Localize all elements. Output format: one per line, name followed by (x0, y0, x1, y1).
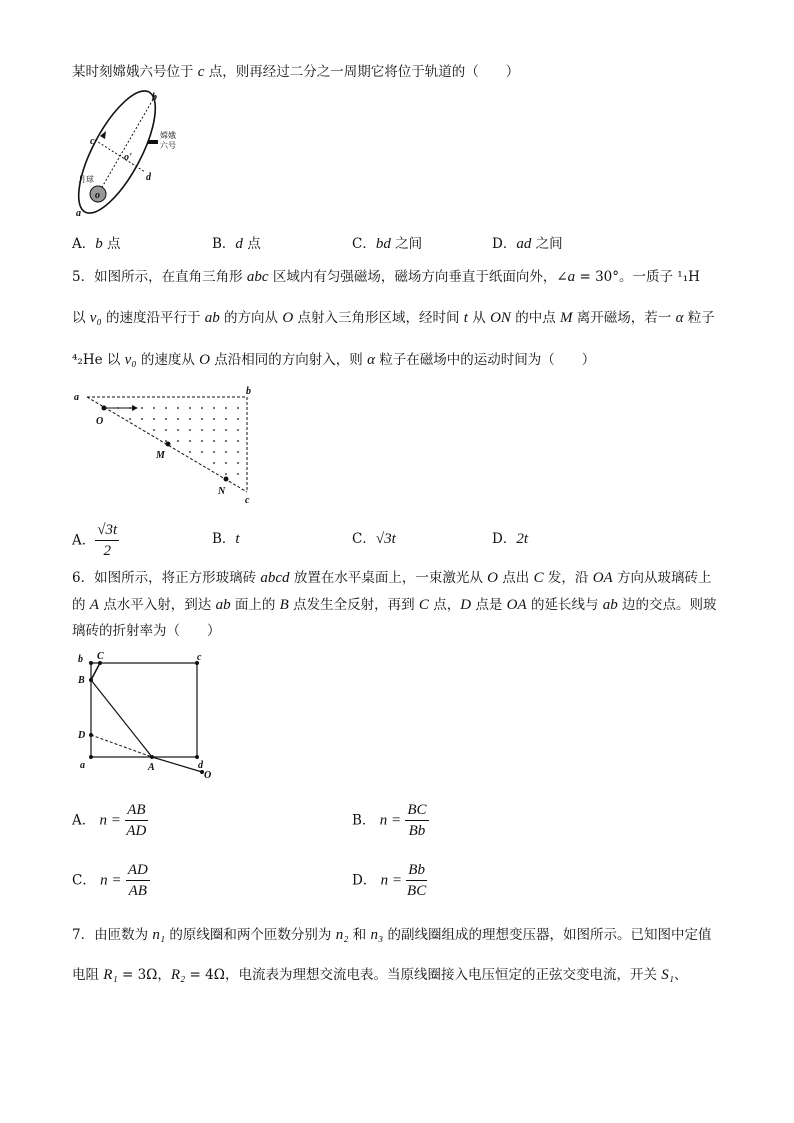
q6-glass-brick-figure (70, 650, 220, 780)
math-text: O (487, 570, 498, 586)
math-text: d (235, 236, 243, 252)
label-o: o (95, 190, 100, 201)
math-text: v₀ (89, 310, 102, 326)
math-text: n₃ (370, 927, 384, 943)
field-dot (225, 473, 227, 475)
field-dot (237, 473, 239, 475)
q4-option-a: A．b 点 (72, 236, 121, 252)
math-text: α (367, 352, 375, 368)
text-segment: 6．如图所示，将正方形玻璃砖 (72, 570, 261, 586)
text-segment: 的方向从 (219, 310, 283, 326)
math-text: ab (215, 597, 231, 613)
text-segment: 放置在水平桌面上，一束激光从 (289, 570, 488, 586)
field-dot (237, 429, 239, 431)
text-segment: 的速度沿平行于 (101, 310, 205, 326)
text-segment: 某时刻嫦娥六号位于 (72, 64, 198, 80)
field-dot (177, 418, 179, 420)
text-segment: 点发生全反射，再到 (288, 597, 419, 613)
text-segment: 边的交点。则玻 (617, 597, 717, 613)
point-N (224, 477, 229, 482)
magnetic-field-dots (117, 407, 239, 475)
text-segment: 方向从玻璃砖上 (612, 570, 712, 586)
label-d: d (146, 172, 151, 183)
text-segment: 7．由匝数为 (72, 927, 153, 943)
q7-line-2 (72, 966, 687, 984)
q6-line-3 (72, 622, 221, 640)
text-segment: 的副线圈组成的理想变压器，如图所示。已知图中定值 (383, 927, 712, 943)
q4-stem (72, 63, 519, 81)
label-O: O (96, 416, 104, 427)
math-text: B (279, 597, 289, 613)
q6-option-b: B． n = $\frac{BC}{Bb}$ (352, 802, 427, 839)
math-text: ab (204, 310, 220, 326)
text-segment: 面上的 (230, 597, 280, 613)
text-segment: 粒子在磁场中的运动时间为（ ） (374, 352, 596, 368)
text-segment: 点， (428, 597, 461, 613)
text-segment: 之间 (390, 236, 423, 252)
field-dot (213, 407, 215, 409)
label-O: O (204, 770, 212, 781)
text-segment: 之间 (531, 236, 563, 252)
q5-option-a: A． $\frac{√3t}{2}$ (72, 522, 118, 559)
text-segment: 从 (467, 310, 491, 326)
field-dot (189, 451, 191, 453)
q5-line-3 (72, 351, 595, 369)
field-dot (165, 407, 167, 409)
text-segment: 点沿相同的方向射入，则 (209, 352, 368, 368)
arrow-head-icon (132, 405, 138, 411)
q6-line-1 (72, 569, 712, 587)
field-dot (153, 429, 155, 431)
field-dot (225, 462, 227, 464)
text-segment: 和 (348, 927, 371, 943)
math-text: ab (602, 597, 618, 613)
field-dot (189, 429, 191, 431)
math-text: D (460, 597, 472, 613)
field-dot (165, 418, 167, 420)
field-dot (189, 407, 191, 409)
field-dot (213, 451, 215, 453)
field-dot (225, 418, 227, 420)
text-segment: 粒子 (683, 310, 715, 326)
label-b: b (246, 386, 251, 397)
label-a: a (74, 392, 79, 403)
field-dot (225, 429, 227, 431)
math-text: abcd (260, 570, 290, 586)
q5-option-d: D．2t (492, 531, 528, 547)
label-c: c (197, 652, 202, 663)
q5-option-c: C．√3t (352, 531, 396, 547)
math-text: ON (490, 310, 511, 326)
field-dot (141, 407, 143, 409)
field-dot (225, 451, 227, 453)
math-text: b (95, 236, 103, 252)
field-dot (153, 407, 155, 409)
label-B: B (78, 675, 85, 686)
label-probe: 嫦娥 (160, 131, 176, 140)
field-dot (237, 418, 239, 420)
label-b: b (152, 92, 157, 103)
field-dot (153, 418, 155, 420)
field-dot (141, 418, 143, 420)
field-dot (237, 407, 239, 409)
label-b: b (78, 654, 83, 665)
text-segment: 璃砖的折射率为（ ） (72, 623, 221, 639)
field-dot (189, 440, 191, 442)
text-segment: 点射入三角形区域，经时间 (293, 310, 464, 326)
math-text: A (89, 597, 99, 613)
math-text: c (197, 64, 205, 80)
text-segment: 点出 (498, 570, 534, 586)
text-segment: = 3Ω， (117, 967, 171, 983)
text-segment: 的中点 (510, 310, 560, 326)
text-segment: 电阻 (72, 967, 104, 983)
field-dot (225, 407, 227, 409)
text-segment: 点 (242, 236, 261, 252)
label-moon: 月球 (78, 175, 94, 184)
text-segment: 离开磁场，若一 (572, 310, 676, 326)
field-dot (189, 418, 191, 420)
text-segment: 的延长线与 (526, 597, 603, 613)
label-C: C (97, 651, 104, 662)
point-M (166, 442, 171, 447)
q6-option-c: C． n = $\frac{AD}{AB}$ (72, 862, 148, 899)
q4-orbit-figure (70, 86, 176, 221)
text-segment: 点，则再经过二分之一周期它将位于轨道的（ ） (204, 64, 520, 80)
field-dot (225, 440, 227, 442)
text-segment: = 30°。一质子 (575, 269, 678, 285)
field-dot (213, 462, 215, 464)
math-text: M (560, 310, 573, 326)
probe-icon (148, 140, 158, 144)
field-dot (213, 418, 215, 420)
q6-line-2 (72, 596, 717, 614)
q5-triangle-figure (70, 388, 260, 508)
math-text: t (463, 310, 468, 326)
point-O (102, 406, 107, 411)
math-text: α (675, 310, 684, 326)
minor-axis (95, 140, 145, 172)
field-dot (201, 407, 203, 409)
math-text: S₁ (661, 967, 674, 983)
text-segment: 的速度从 (136, 352, 200, 368)
text-segment: = 4Ω，电流表为理想交流电表。当原线圈接入电压恒定的正弦交变电流，开关 (185, 967, 662, 983)
field-dot (177, 429, 179, 431)
field-dot (213, 440, 215, 442)
label-A: A (148, 762, 155, 773)
field-dot (201, 418, 203, 420)
field-dot (237, 462, 239, 464)
label-probe-2: 六号 (160, 141, 176, 150)
label-a: a (80, 760, 85, 771)
field-dot (213, 429, 215, 431)
text-segment: 的 (72, 597, 90, 613)
field-dot (165, 429, 167, 431)
text-segment: 点 (102, 236, 121, 252)
label-N: N (218, 486, 226, 497)
math-text: OA (506, 597, 527, 613)
label-D: D (78, 730, 86, 741)
text-segment: 区域内有匀强磁场，磁场方向垂直于纸面向外，∠ (268, 269, 568, 285)
q5-option-b: B．t (212, 531, 240, 547)
math-text: n₁ (152, 927, 166, 943)
text-segment: 以 (72, 310, 90, 326)
field-dot (237, 451, 239, 453)
math-text: R₁ (103, 967, 118, 983)
math-text: OA (592, 570, 613, 586)
q7-line-1 (72, 926, 712, 944)
math-text: C (418, 597, 429, 613)
math-text: O (282, 310, 294, 326)
math-text: v₀ (124, 352, 137, 368)
math-text: C (533, 570, 544, 586)
text-segment: ⁴₂He 以 (72, 352, 125, 368)
label-d: d (198, 760, 203, 771)
q4-option-c: C．bd 之间 (352, 236, 423, 252)
field-dot (237, 440, 239, 442)
text-segment: ¹₁H (677, 269, 700, 285)
q4-option-d: D．ad 之间 (492, 236, 563, 252)
math-text: a (567, 269, 576, 285)
q6-option-d: D． n = $\frac{Bb}{BC}$ (352, 862, 427, 899)
math-text: bd (375, 236, 391, 252)
math-text: O (199, 352, 210, 368)
q6-option-a: A． n = $\frac{AB}{AD}$ (72, 802, 147, 839)
math-text: abc (246, 269, 269, 285)
label-M: M (156, 450, 165, 461)
math-text: n₂ (335, 927, 349, 943)
field-dot (165, 440, 167, 442)
field-dot (201, 429, 203, 431)
label-o-prime: o' (124, 152, 132, 163)
field-dot (177, 440, 179, 442)
label-c: c (90, 136, 95, 147)
math-text: R₂ (170, 967, 186, 983)
label-a: a (76, 208, 81, 219)
text-segment: 的原线圈和两个匝数分别为 (165, 927, 336, 943)
field-dot (201, 451, 203, 453)
field-dot (201, 440, 203, 442)
q5-line-1 (72, 268, 700, 286)
text-segment: 、 (673, 967, 688, 983)
q4-option-b: B．d 点 (212, 236, 261, 252)
math-text: ad (516, 236, 532, 252)
text-segment: 发，沿 (543, 570, 593, 586)
label-c: c (245, 495, 250, 506)
field-dot (129, 418, 131, 420)
q5-line-2 (72, 309, 715, 327)
text-segment: 点水平入射，到达 (98, 597, 216, 613)
text-segment: 点是 (471, 597, 507, 613)
field-dot (177, 407, 179, 409)
text-segment: 5．如图所示，在直角三角形 (72, 269, 247, 285)
